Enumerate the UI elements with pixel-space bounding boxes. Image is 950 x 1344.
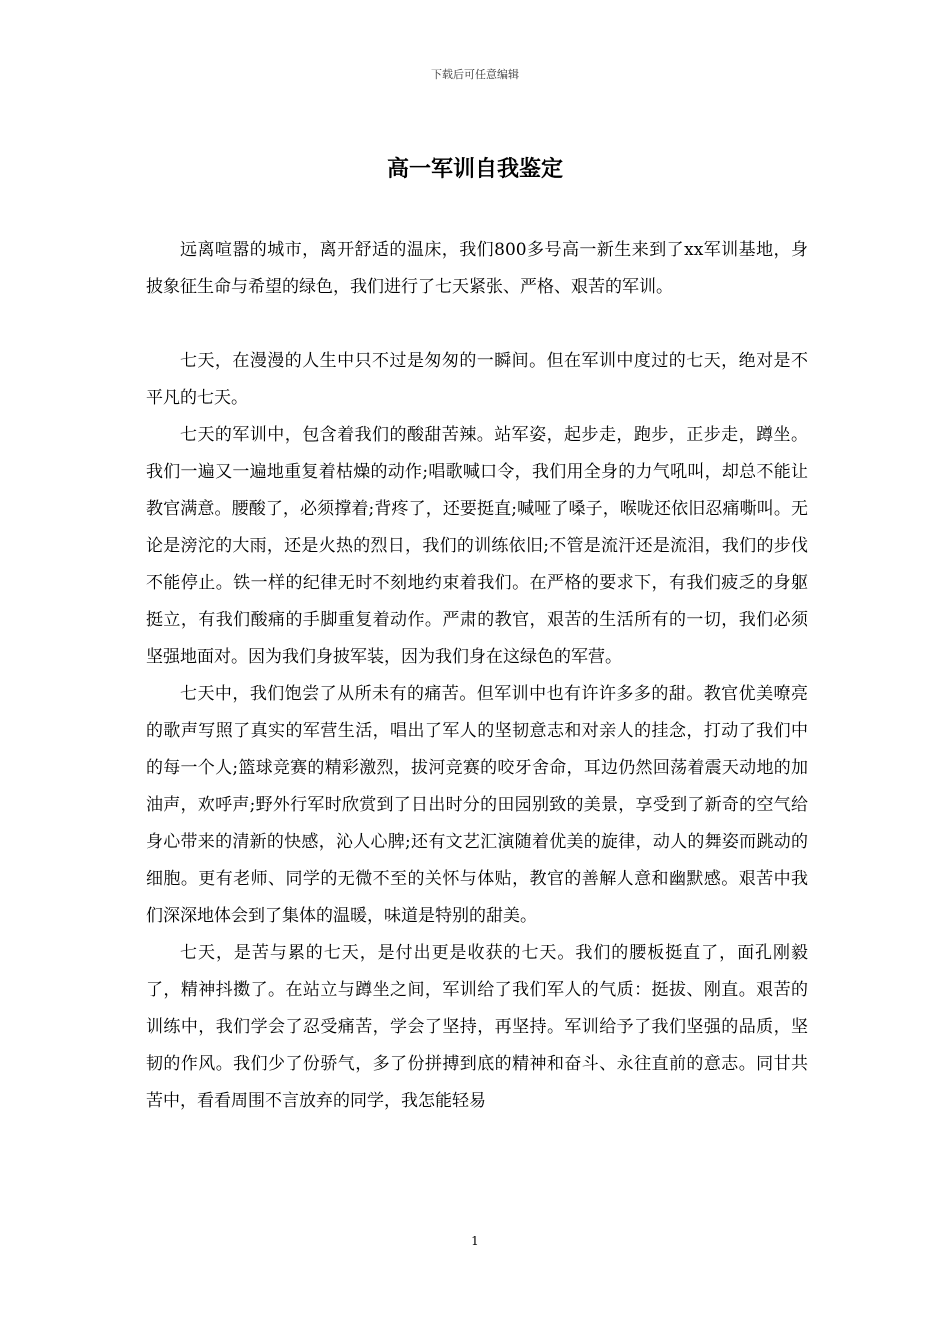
paragraph-gains: 七天，是苦与累的七天，是付出更是收获的七天。我们的腰板挺直了，面孔刚毅了，精神抖擞了。在站立与蹲坐之间，军训给了我们军人的气质：挺拔、刚直。艰苦的训练中，我们学会了忍受痛苦，学会了坚持，再坚持。军训给予了我们坚强的品质，坚韧的作风。我们少了份骄气，多了份拼搏到底的精神和奋斗、永往直前的意志。同甘共苦中，看看周围不言放弃的同学，我怎能轻易: [146, 943, 808, 1111]
download-note: 下载后可任意编辑: [431, 68, 519, 81]
paragraph-hardships: 七天的军训中，包含着我们的酸甜苦辣。站军姿，起步走，跑步，正步走，蹲坐。我们一遍又一遍地重复着枯燥的动作;唱歌喊口令，我们用全身的力气吼叫，却总不能让教官满意。腰酸了，必须撑着;背疼了，还要挺直;喊哑了嗓子，喉咙还依旧忍痛嘶叫。无论是滂沱的大雨，还是火热的烈日，我们的训练依旧;不管是流汗还是流泪，我们的步伐不能停止。铁一样的纪律无时不刻地约束着我们。在严格的要求下，有我们疲乏的身躯挺立，有我们酸痛的手脚重复着动作。严肃的教官，艰苦的生活所有的一切，我们必须坚强地面对。因为我们身披军装，因为我们身在这绿色的军营。: [146, 425, 808, 667]
page-number: 1: [471, 1234, 479, 1248]
paragraph-sweetness: 七天中，我们饱尝了从所未有的痛苦。但军训中也有许许多多的甜。教官优美嘹亮的歌声写照了真实的军营生活，唱出了军人的坚韧意志和对亲人的挂念，打动了我们中的每一个人;篮球竞赛的精彩激烈，拔河竞赛的咬牙舍命，耳边仍然回荡着震天动地的加油声，欢呼声;野外行军时欣赏到了日出时分的田园别致的美景，享受到了新奇的空气给身心带来的清新的快感，沁人心脾;还有文艺汇演随着优美的旋律，动人的舞姿而跳动的细胞。更有老师、同学的无微不至的关怀与体贴，教官的善解人意和幽默感。艰苦中我们深深地体会到了集体的温暖，味道是特别的甜美。: [146, 684, 808, 926]
document-title: 高一军训自我鉴定: [386, 156, 563, 182]
document-body: [146, 232, 808, 1120]
paragraph-intro: 远离喧嚣的城市，离开舒适的温床，我们800多号高一新生来到了xx军训基地，身披象征生命与希望的绿色，我们进行了七天紧张、严格、艰苦的军训。: [146, 240, 808, 297]
paragraph-seven-days: 七天，在漫漫的人生中只不过是匆匆的一瞬间。但在军训中度过的七天，绝对是不平凡的七天。: [146, 351, 808, 408]
